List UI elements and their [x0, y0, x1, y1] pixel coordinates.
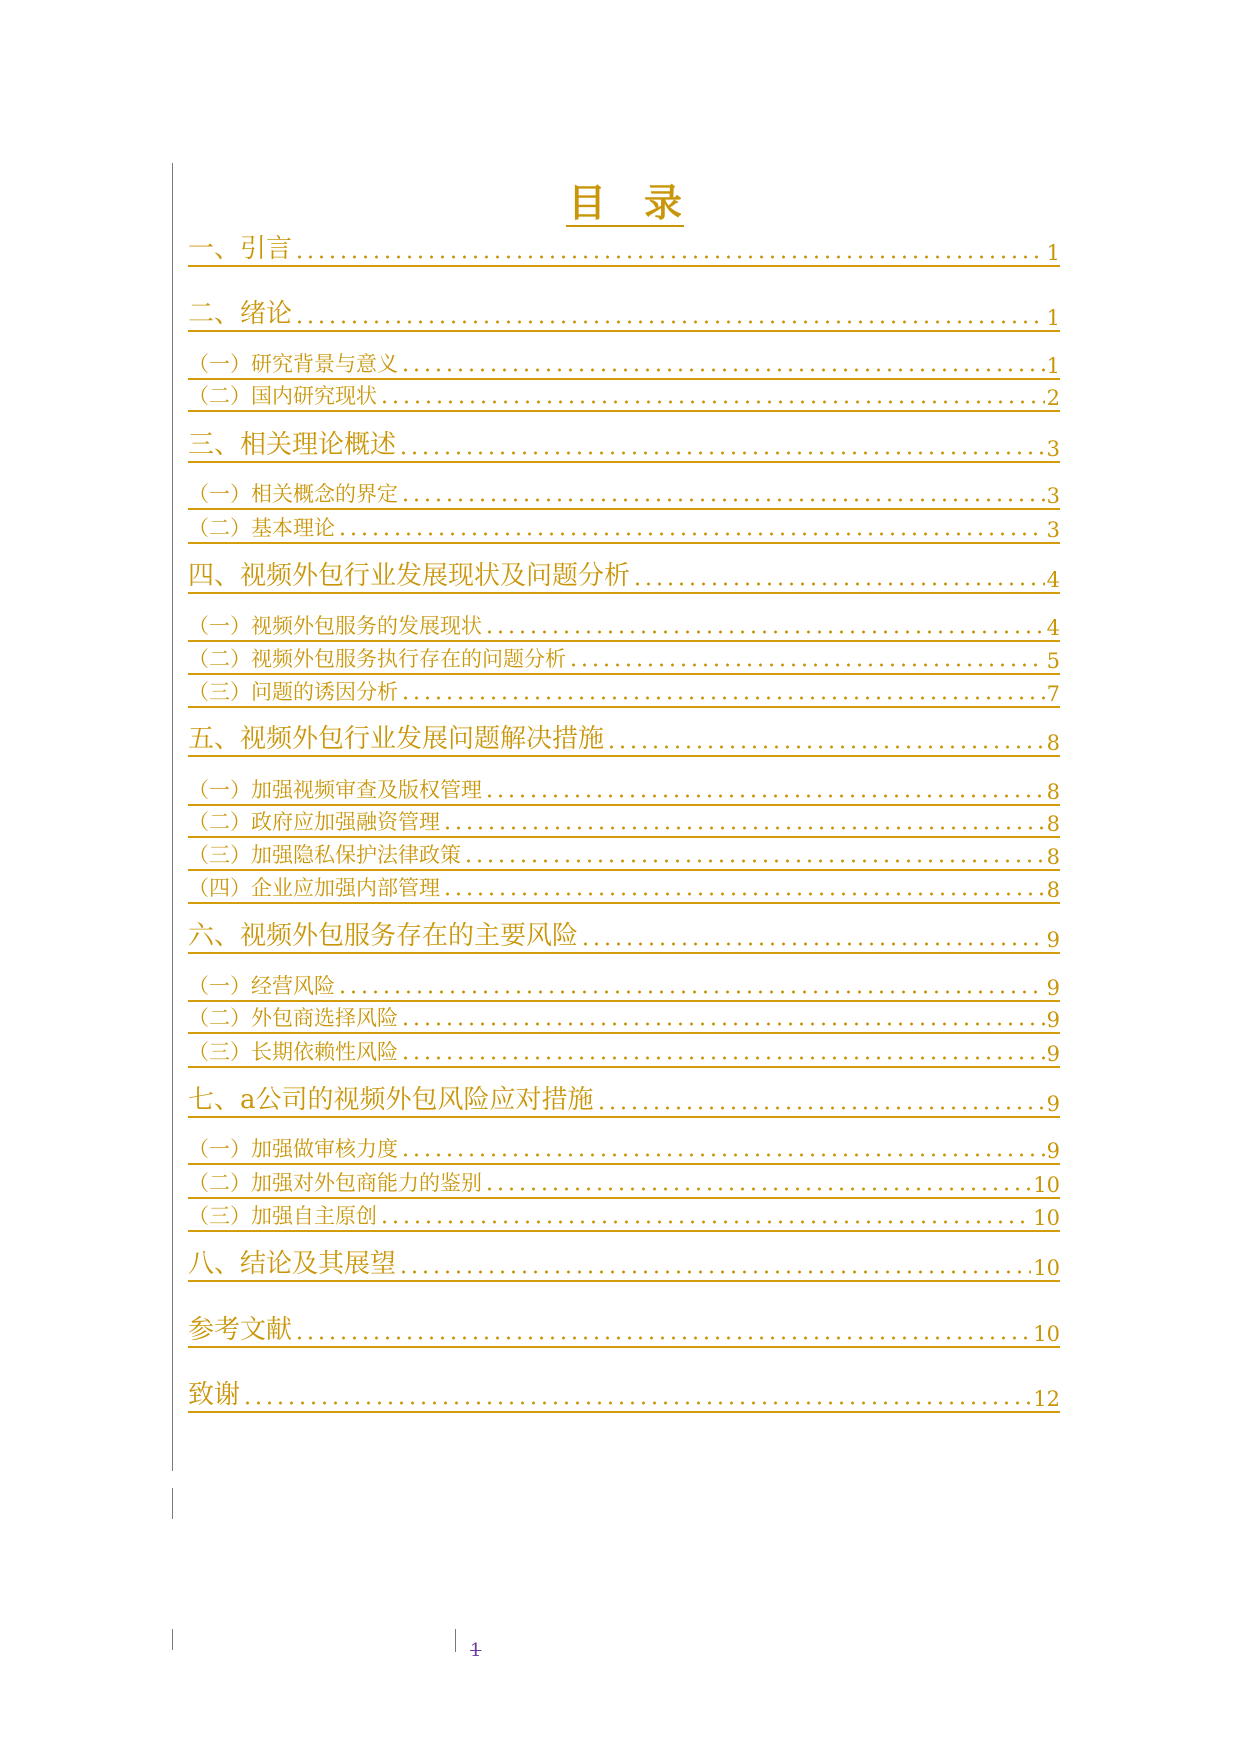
dot-leader: [442, 891, 1045, 897]
toc-entry-label: 致谢: [188, 1380, 241, 1410]
toc-entry[interactable]: [188, 514, 1060, 544]
dot-leader: [400, 497, 1045, 503]
dot-leader: [463, 858, 1045, 864]
toc-entry-page: 8: [1046, 812, 1060, 836]
dot-leader: [242, 1400, 1031, 1406]
toc-entry[interactable]: [188, 808, 1060, 838]
toc-entry[interactable]: [188, 1004, 1060, 1034]
toc-entry[interactable]: [188, 1169, 1060, 1199]
toc-entry-label: （二）外包商选择风险: [188, 1006, 398, 1030]
toc-entry-page: 9: [1046, 1092, 1060, 1116]
toc-entry-page: 9: [1046, 1042, 1060, 1066]
toc-entry-label: （二）加强对外包商能力的鉴别: [188, 1171, 482, 1195]
toc-entry-label: （一）加强视频审查及版权管理: [188, 778, 482, 802]
toc-entry-label: 一、引言: [188, 234, 293, 264]
toc-entry-page: 9: [1046, 1008, 1060, 1032]
toc-entry-label: 二、绪论: [188, 299, 293, 329]
toc-entry-label: （三）长期依赖性风险: [188, 1040, 398, 1064]
toc-entry-page: 9: [1046, 928, 1060, 952]
toc-entry-page: 3: [1046, 437, 1060, 461]
toc-entry-page: 10: [1033, 1322, 1060, 1346]
toc-entry-page: 9: [1046, 1139, 1060, 1163]
toc-entry-page: 2: [1046, 386, 1060, 410]
dot-leader: [596, 1105, 1045, 1111]
toc-entry[interactable]: [188, 776, 1060, 806]
dot-leader: [337, 989, 1045, 995]
left-margin-bar: [172, 163, 173, 1471]
toc-entry-page: 12: [1033, 1387, 1060, 1411]
toc-entry-label: 四、视频外包行业发展现状及问题分析: [188, 561, 631, 591]
dot-leader: [484, 1186, 1031, 1192]
toc-entry[interactable]: [188, 645, 1060, 675]
toc-entry-label: （四）企业应加强内部管理: [188, 876, 440, 900]
dot-leader: [484, 793, 1045, 799]
dot-leader: [400, 695, 1045, 701]
toc-entry-label: （二）国内研究现状: [188, 384, 377, 408]
dot-leader: [568, 662, 1045, 668]
toc-entry-label: （三）加强隐私保护法律政策: [188, 843, 461, 867]
left-margin-bar-2: [172, 1488, 173, 1519]
dot-leader: [484, 629, 1045, 635]
toc-entry[interactable]: [188, 1082, 1060, 1118]
toc-entry[interactable]: [188, 612, 1060, 642]
dot-leader: [400, 367, 1045, 373]
toc-entry-label: （一）视频外包服务的发展现状: [188, 614, 482, 638]
toc-entry-page: 1: [1046, 241, 1060, 265]
toc-entry-page: 8: [1046, 845, 1060, 869]
toc-entry-page: 3: [1046, 484, 1060, 508]
toc-entry-page: 1: [1046, 306, 1060, 330]
dot-leader: [337, 531, 1045, 537]
toc-entry[interactable]: [188, 678, 1060, 708]
toc-entry-page: 10: [1033, 1206, 1060, 1230]
dot-leader: [294, 254, 1045, 260]
toc-entry[interactable]: [188, 918, 1060, 954]
toc-entry-label: （一）经营风险: [188, 974, 335, 998]
toc-entry-page: 9: [1046, 976, 1060, 1000]
toc-entry-label: 五、视频外包行业发展问题解决措施: [188, 724, 605, 754]
toc-entry[interactable]: [188, 1246, 1060, 1282]
toc-entry-label: 三、相关理论概述: [188, 430, 397, 460]
toc-entry[interactable]: [188, 841, 1060, 871]
toc-entry[interactable]: [188, 480, 1060, 510]
dot-leader: [400, 1055, 1045, 1061]
toc-entry-page: 4: [1046, 616, 1060, 640]
toc-entry[interactable]: [188, 231, 1060, 267]
dot-leader: [379, 1219, 1031, 1225]
page-number: 1: [470, 1640, 482, 1661]
dot-leader: [400, 1152, 1045, 1158]
toc-entry[interactable]: [188, 721, 1060, 757]
toc-entry-page: 1: [1046, 354, 1060, 378]
dot-leader: [442, 825, 1045, 831]
toc-entry-label: 六、视频外包服务存在的主要风险: [188, 921, 579, 951]
toc-entry-page: 10: [1033, 1173, 1060, 1197]
toc-entry[interactable]: [188, 296, 1060, 332]
toc-title: 目 录: [567, 180, 682, 225]
toc-entry[interactable]: [188, 1038, 1060, 1068]
dot-leader: [398, 450, 1045, 456]
dot-leader: [294, 319, 1045, 325]
toc-entry-label: （一）研究背景与意义: [188, 352, 398, 376]
toc-entry-page: 4: [1046, 568, 1060, 592]
toc-entry-label: （二）视频外包服务执行存在的问题分析: [188, 647, 566, 671]
dot-leader: [294, 1335, 1031, 1341]
dot-leader: [606, 744, 1045, 750]
toc-entry-page: 5: [1046, 649, 1060, 673]
footer-bar-left: [172, 1629, 173, 1650]
toc-entry-label: （一）相关概念的界定: [188, 482, 398, 506]
toc-entry-page: 10: [1033, 1256, 1060, 1280]
toc-entry-label: 七、a公司的视频外包风险应对措施: [188, 1085, 594, 1115]
toc-entry-label: （二）政府应加强融资管理: [188, 810, 440, 834]
dot-leader: [379, 399, 1045, 405]
dot-leader: [632, 581, 1045, 587]
toc-entry[interactable]: [188, 874, 1060, 904]
toc-entry[interactable]: [188, 1377, 1060, 1413]
toc-entry[interactable]: [188, 558, 1060, 594]
toc-entry-page: 7: [1046, 682, 1060, 706]
toc-entry[interactable]: [188, 427, 1060, 463]
toc-entry-label: （三）加强自主原创: [188, 1204, 377, 1228]
toc-entry-page: 8: [1046, 731, 1060, 755]
toc-entry[interactable]: [188, 972, 1060, 1002]
dot-leader: [398, 1269, 1031, 1275]
toc-entry-label: （二）基本理论: [188, 516, 335, 540]
toc-entry-label: （一）加强做审核力度: [188, 1137, 398, 1161]
dot-leader: [400, 1021, 1045, 1027]
dot-leader: [580, 941, 1045, 947]
toc-entry[interactable]: [188, 1135, 1060, 1165]
toc-entry-page: 8: [1046, 878, 1060, 902]
toc-entry-label: （三）问题的诱因分析: [188, 680, 398, 704]
toc-entry-page: 3: [1046, 518, 1060, 542]
toc-entry[interactable]: [188, 1202, 1060, 1232]
toc-entry-page: 8: [1046, 780, 1060, 804]
toc-entry-label: 参考文献: [188, 1315, 293, 1345]
toc-entry[interactable]: [188, 1312, 1060, 1348]
toc-entry[interactable]: [188, 382, 1060, 412]
toc-entry[interactable]: [188, 350, 1060, 380]
footer-bar-right: [455, 1629, 456, 1652]
toc-entry-label: 八、结论及其展望: [188, 1249, 397, 1279]
